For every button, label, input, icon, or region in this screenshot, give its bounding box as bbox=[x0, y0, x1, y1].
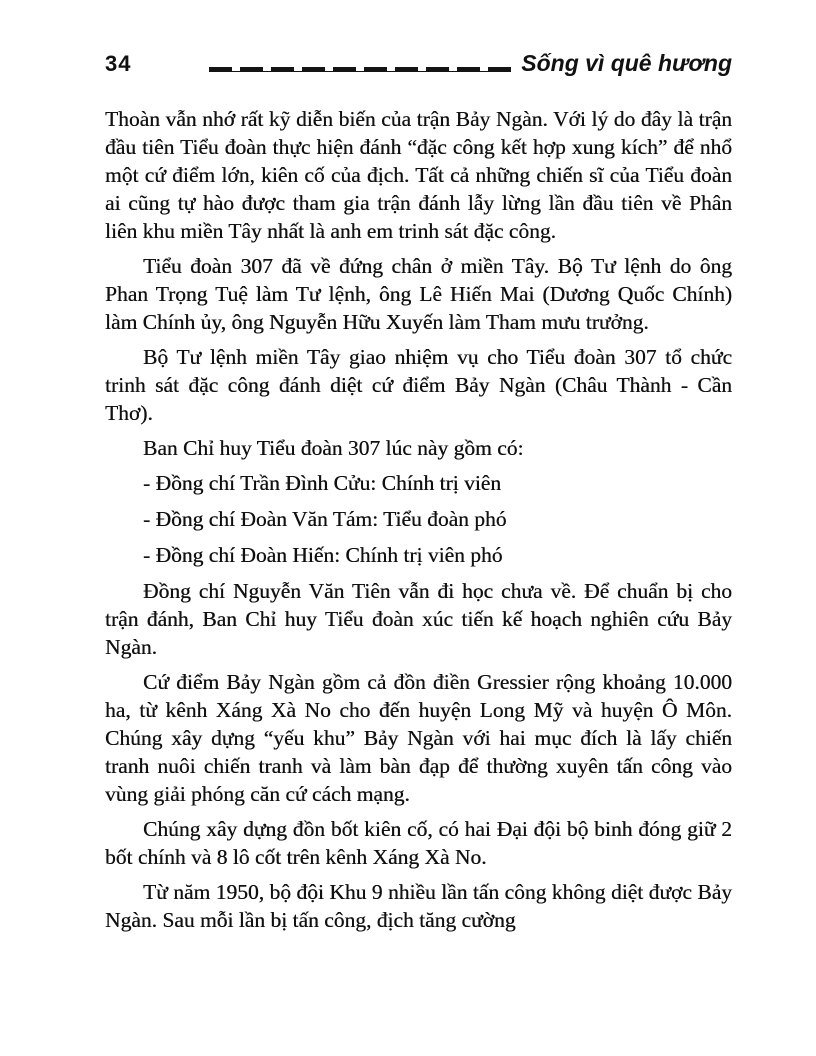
list-item: - Đồng chí Đoàn Hiến: Chính trị viên phó bbox=[143, 543, 503, 567]
page-number: 34 bbox=[105, 51, 132, 76]
paragraph: Đồng chí Nguyễn Văn Tiên vẫn đi học chưa về. Để chuẩn bị cho trận đánh, Ban Chỉ huy Tiểu đoàn xúc tiến kế hoạch nghiên cứu Bảy Ngàn. bbox=[105, 579, 732, 659]
list-item: - Đồng chí Đoàn Văn Tám: Tiểu đoàn phó bbox=[143, 507, 507, 531]
running-title: Sống vì quê hương bbox=[521, 50, 732, 76]
list-item: - Đồng chí Trần Đình Cửu: Chính trị viên bbox=[143, 471, 502, 495]
paragraph: Cứ điểm Bảy Ngàn gồm cả đồn điền Gressier rộng khoảng 10.000 ha, từ kênh Xáng Xà No cho đến huyện Long Mỹ và huyện Ô Môn. Chúng xây dựng “yếu khu” Bảy Ngàn với hai mục đích là lấy chiến tranh nuôi chiến tranh và làm bàn đạp để thường xuyên tấn công vào vùng giải phóng căn cứ cách mạng. bbox=[105, 670, 732, 806]
page-body bbox=[105, 105, 732, 934]
header-dashed-rule bbox=[209, 67, 511, 72]
paragraph: Thoàn vẫn nhớ rất kỹ diễn biến của trận Bảy Ngàn. Với lý do đây là trận đầu tiên Tiểu đoàn thực hiện đánh “đặc công kết hợp xung kích” để nhổ một cứ điểm lớn, kiên cố của địch. Tất cả những chiến sĩ của Tiểu đoàn ai cũng tự hào được tham gia trận đánh lẫy lừng lần đầu tiên về Phân liên khu miền Tây nhất là anh em trinh sát đặc công. bbox=[105, 107, 732, 243]
page-header bbox=[105, 52, 732, 75]
paragraph: Chúng xây dựng đồn bốt kiên cố, có hai Đại đội bộ binh đóng giữ 2 bốt chính và 8 lô cốt trên kênh Xáng Xà No. bbox=[105, 817, 732, 869]
paragraph: Bộ Tư lệnh miền Tây giao nhiệm vụ cho Tiểu đoàn 307 tổ chức trinh sát đặc công đánh diệt cứ điểm Bảy Ngàn (Châu Thành - Cần Thơ). bbox=[105, 345, 732, 425]
paragraph: Tiểu đoàn 307 đã về đứng chân ở miền Tây. Bộ Tư lệnh do ông Phan Trọng Tuệ làm Tư lệnh, ông Lê Hiến Mai (Dương Quốc Chính) làm Chính ủy, ông Nguyễn Hữu Xuyến làm Tham mưu trưởng. bbox=[105, 254, 732, 334]
paragraph: Từ năm 1950, bộ đội Khu 9 nhiều lần tấn công không diệt được Bảy Ngàn. Sau mỗi lần bị tấn công, địch tăng cường bbox=[105, 880, 732, 932]
paragraph: Ban Chỉ huy Tiểu đoàn 307 lúc này gồm có: bbox=[143, 436, 524, 460]
